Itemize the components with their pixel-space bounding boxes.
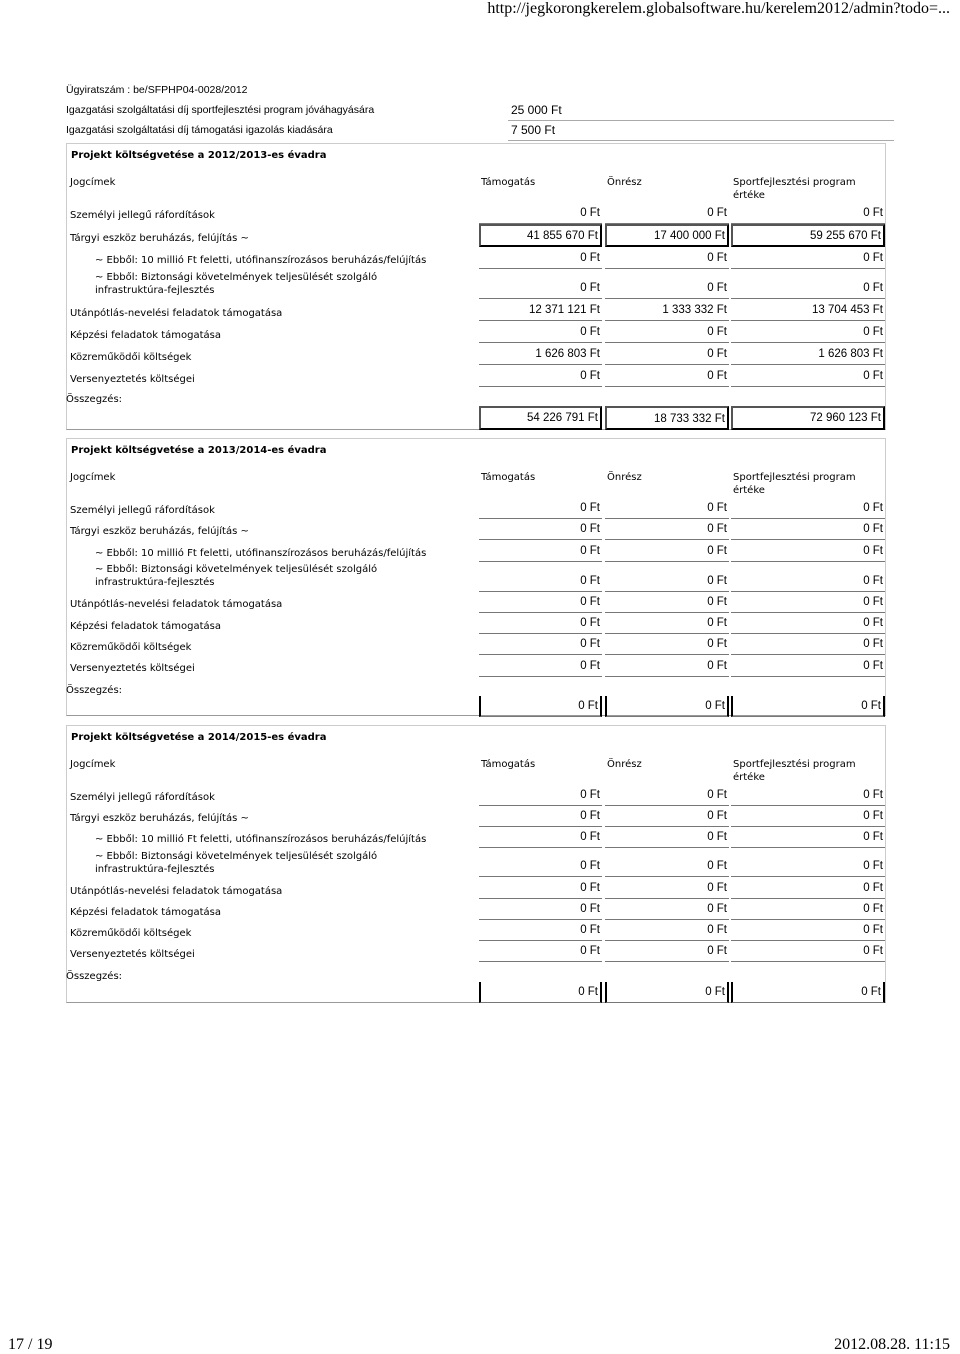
label-training: Képzési feladatok támogatása — [70, 907, 221, 918]
cell-summary-own: 0 Ft — [605, 982, 729, 1003]
budget-section-2012 — [66, 143, 886, 430]
cell-sub1-total: 0 Ft — [731, 541, 885, 562]
cell-competition-own: 0 Ft — [605, 941, 729, 962]
section-title: Projekt költségvetése a 2012/2013-es évadra — [71, 150, 327, 161]
cell-youth-total: 0 Ft — [731, 878, 885, 899]
cell-personal-own: 0 Ft — [605, 203, 729, 224]
cell-tangible-support: 0 Ft — [479, 519, 602, 540]
cell-competition-total: 0 Ft — [731, 656, 885, 677]
cell-summary-total: 0 Ft — [731, 982, 885, 1003]
cell-youth-support: 12 371 121 Ft — [479, 300, 602, 321]
col-header-total: Sportfejlesztési program értéke — [733, 177, 856, 201]
cell-sub2-support: 0 Ft — [479, 571, 602, 592]
cell-youth-own: 1 333 332 Ft — [605, 300, 729, 321]
cell-tangible-total: 0 Ft — [731, 806, 885, 827]
cell-tangible-total: 0 Ft — [731, 519, 885, 540]
col-header-support: Támogatás — [481, 177, 536, 188]
cell-summary-own: 18 733 332 Ft — [605, 406, 729, 430]
cell-tangible-own: 0 Ft — [605, 806, 729, 827]
cell-competition-support: 0 Ft — [479, 366, 602, 387]
label-training: Képzési feladatok támogatása — [70, 330, 221, 341]
cell-training-total: 0 Ft — [731, 613, 885, 634]
col-header-items: Jogcímek — [70, 177, 116, 188]
cell-competition-total: 0 Ft — [731, 366, 885, 387]
cell-sub2-support: 0 Ft — [479, 278, 602, 299]
label-summary: Összegzés: — [66, 394, 123, 405]
cell-training-total: 0 Ft — [731, 322, 885, 343]
label-admin: Közreműködői költségek — [70, 928, 192, 939]
label-sub2 — [67, 271, 447, 297]
label-admin: Közreműködői költségek — [70, 352, 192, 363]
cell-sub2-own: 0 Ft — [605, 571, 729, 592]
col-header-own: Önrész — [607, 177, 642, 188]
label-competition: Versenyeztetés költségei — [70, 949, 195, 960]
cell-sub1-own: 0 Ft — [605, 541, 729, 562]
label-sub2 — [67, 850, 447, 876]
cell-personal-support: 0 Ft — [479, 785, 602, 806]
col-header-own: Önrész — [607, 472, 642, 483]
cell-summary-total: 72 960 123 Ft — [731, 406, 885, 430]
fee1-value: 25 000 Ft — [508, 102, 894, 121]
cell-admin-support: 0 Ft — [479, 920, 602, 941]
cell-tangible-total: 59 255 670 Ft — [731, 224, 885, 247]
print-datetime: 2012.08.28. 11:15 — [834, 1336, 950, 1353]
cell-youth-total: 13 704 453 Ft — [731, 300, 885, 321]
section-title: Projekt költségvetése a 2013/2014-es évadra — [71, 445, 327, 456]
col-header-support: Támogatás — [481, 759, 536, 770]
label-youth: Utánpótlás-nevelési feladatok támogatása — [70, 886, 283, 897]
cell-admin-own: 0 Ft — [605, 344, 729, 365]
cell-sub1-total: 0 Ft — [731, 827, 885, 848]
cell-summary-support: 0 Ft — [479, 696, 602, 717]
cell-competition-own: 0 Ft — [605, 656, 729, 677]
cell-sub1-support: 0 Ft — [479, 248, 602, 269]
cell-training-support: 0 Ft — [479, 899, 602, 920]
cell-personal-total: 0 Ft — [731, 203, 885, 224]
cell-training-support: 0 Ft — [479, 322, 602, 343]
cell-youth-own: 0 Ft — [605, 592, 729, 613]
cell-summary-support: 54 226 791 Ft — [479, 406, 602, 430]
cell-competition-support: 0 Ft — [479, 941, 602, 962]
col-header-support: Támogatás — [481, 472, 536, 483]
cell-competition-own: 0 Ft — [605, 366, 729, 387]
cell-training-own: 0 Ft — [605, 899, 729, 920]
cell-personal-own: 0 Ft — [605, 498, 729, 519]
col-header-total: Sportfejlesztési program értéke — [733, 472, 856, 496]
cell-personal-support: 0 Ft — [479, 203, 602, 224]
case-number: Ügyiratszám : be/SFPHP04-0028/2012 — [66, 84, 248, 96]
label-sub2-text: ~ Ebből: Biztonsági követelmények teljesülését szolgáló infrastruktúra-fejlesztés — [95, 272, 378, 296]
cell-sub1-support: 0 Ft — [479, 541, 602, 562]
label-personal: Személyi jellegű ráfordítások — [70, 505, 215, 516]
col-header-items: Jogcímek — [70, 472, 116, 483]
cell-sub1-total: 0 Ft — [731, 248, 885, 269]
cell-personal-total: 0 Ft — [731, 785, 885, 806]
cell-sub2-own: 0 Ft — [605, 856, 729, 877]
budget-section-2014 — [66, 725, 886, 1003]
cell-competition-total: 0 Ft — [731, 941, 885, 962]
cell-admin-own: 0 Ft — [605, 634, 729, 655]
label-sub1: ~ Ebből: 10 millió Ft feletti, utófinanszírozásos beruházás/felújítás — [95, 834, 427, 845]
cell-tangible-own: 17 400 000 Ft — [605, 224, 729, 247]
col-header-own: Önrész — [607, 759, 642, 770]
cell-competition-support: 0 Ft — [479, 656, 602, 677]
label-competition: Versenyeztetés költségei — [70, 374, 195, 385]
label-youth: Utánpótlás-nevelési feladatok támogatása — [70, 308, 283, 319]
cell-tangible-own: 0 Ft — [605, 519, 729, 540]
cell-admin-own: 0 Ft — [605, 920, 729, 941]
cell-sub2-total: 0 Ft — [731, 571, 885, 592]
label-training: Képzési feladatok támogatása — [70, 621, 221, 632]
label-summary: Összegzés: — [66, 685, 123, 696]
cell-youth-support: 0 Ft — [479, 878, 602, 899]
cell-sub1-own: 0 Ft — [605, 248, 729, 269]
label-sub2-text: ~ Ebből: Biztonsági követelmények teljesülését szolgáló infrastruktúra-fejlesztés — [95, 564, 378, 588]
fee2-label: Igazgatási szolgáltatási díj támogatási igazolás kiadására — [66, 124, 333, 136]
col-header-total: Sportfejlesztési program értéke — [733, 759, 856, 783]
label-youth: Utánpótlás-nevelési feladatok támogatása — [70, 599, 283, 610]
cell-sub2-total: 0 Ft — [731, 856, 885, 877]
label-sub1: ~ Ebből: 10 millió Ft feletti, utófinanszírozásos beruházás/felújítás — [95, 548, 427, 559]
label-tangible: Tárgyi eszköz beruházás, felújítás ~ — [70, 526, 249, 537]
label-personal: Személyi jellegű ráfordítások — [70, 210, 215, 221]
budget-section-2013 — [66, 438, 886, 716]
cell-youth-support: 0 Ft — [479, 592, 602, 613]
cell-admin-support: 1 626 803 Ft — [479, 344, 602, 365]
cell-sub1-support: 0 Ft — [479, 827, 602, 848]
col-header-items: Jogcímek — [70, 759, 116, 770]
cell-tangible-support: 41 855 670 Ft — [479, 224, 602, 247]
label-summary: Összegzés: — [66, 971, 123, 982]
label-sub2-text: ~ Ebből: Biztonsági követelmények teljesülését szolgáló infrastruktúra-fejlesztés — [95, 851, 378, 875]
cell-training-support: 0 Ft — [479, 613, 602, 634]
cell-admin-total: 0 Ft — [731, 634, 885, 655]
fee2-value: 7 500 Ft — [508, 122, 894, 141]
cell-sub2-total: 0 Ft — [731, 278, 885, 299]
label-sub1: ~ Ebből: 10 millió Ft feletti, utófinanszírozásos beruházás/felújítás — [95, 255, 427, 266]
cell-personal-support: 0 Ft — [479, 498, 602, 519]
cell-personal-own: 0 Ft — [605, 785, 729, 806]
label-sub2 — [67, 563, 447, 589]
section-title: Projekt költségvetése a 2014/2015-es évadra — [71, 732, 327, 743]
cell-youth-total: 0 Ft — [731, 592, 885, 613]
cell-admin-support: 0 Ft — [479, 634, 602, 655]
label-competition: Versenyeztetés költségei — [70, 663, 195, 674]
label-tangible: Tárgyi eszköz beruházás, felújítás ~ — [70, 813, 249, 824]
label-personal: Személyi jellegű ráfordítások — [70, 792, 215, 803]
cell-summary-own: 0 Ft — [605, 696, 729, 717]
cell-summary-total: 0 Ft — [731, 696, 885, 717]
cell-sub2-own: 0 Ft — [605, 278, 729, 299]
fee1-label: Igazgatási szolgáltatási díj sportfejlesztési program jóváhagyására — [66, 104, 375, 116]
cell-youth-own: 0 Ft — [605, 878, 729, 899]
print-header-url: http://jegkorongkerelem.globalsoftware.hu/kerelem2012/admin?todo=... — [487, 0, 950, 17]
cell-sub1-own: 0 Ft — [605, 827, 729, 848]
cell-admin-total: 1 626 803 Ft — [731, 344, 885, 365]
cell-tangible-support: 0 Ft — [479, 806, 602, 827]
cell-training-own: 0 Ft — [605, 613, 729, 634]
label-tangible: Tárgyi eszköz beruházás, felújítás ~ — [70, 233, 249, 244]
cell-admin-total: 0 Ft — [731, 920, 885, 941]
cell-summary-support: 0 Ft — [479, 982, 602, 1003]
cell-training-own: 0 Ft — [605, 322, 729, 343]
label-admin: Közreműködői költségek — [70, 642, 192, 653]
cell-personal-total: 0 Ft — [731, 498, 885, 519]
cell-training-total: 0 Ft — [731, 899, 885, 920]
cell-sub2-support: 0 Ft — [479, 856, 602, 877]
page-number: 17 / 19 — [8, 1336, 53, 1353]
